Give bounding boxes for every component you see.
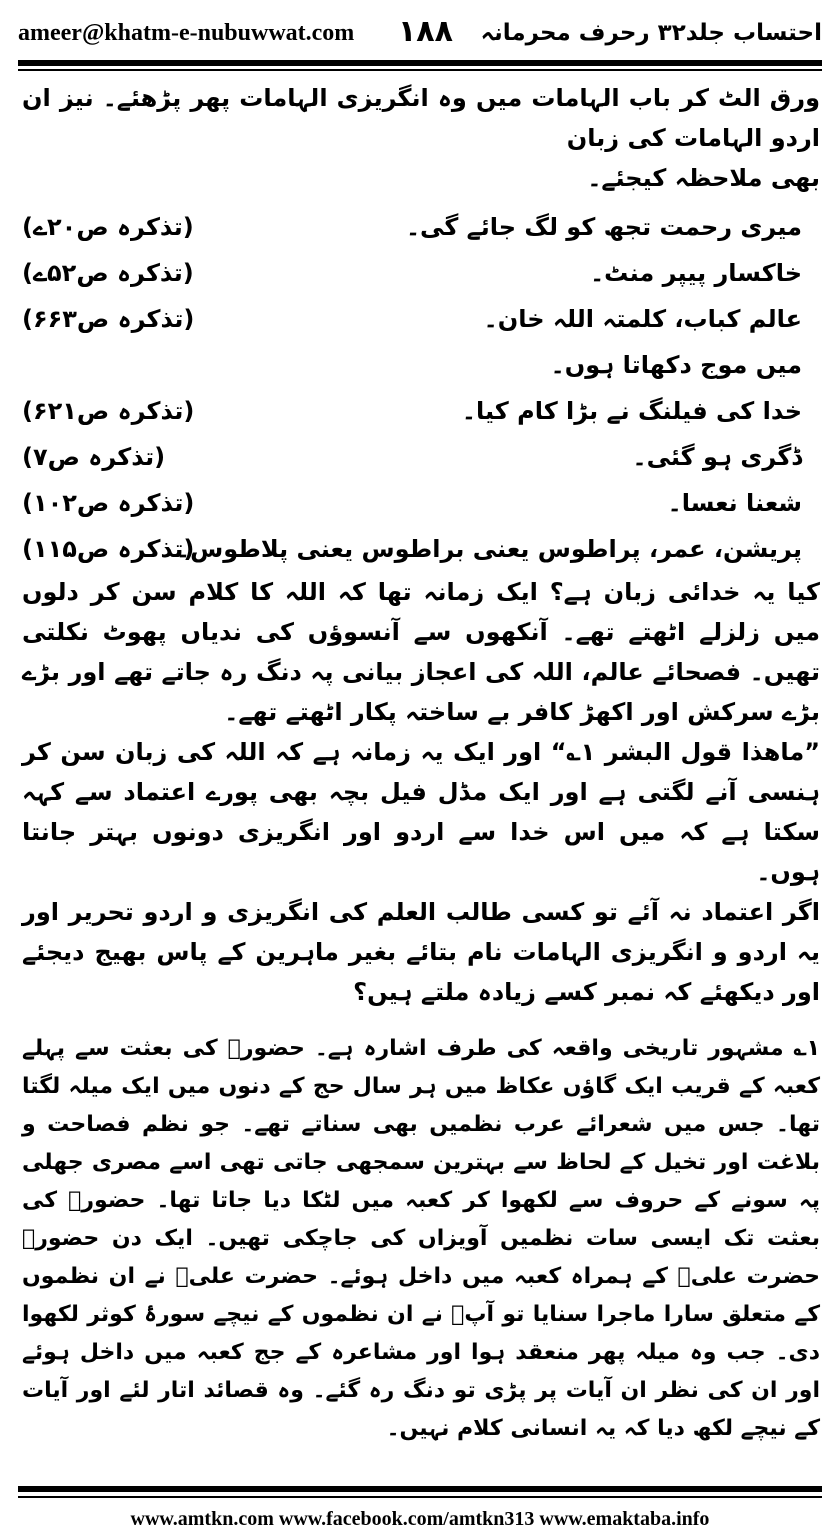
header-rule-thick: [18, 60, 822, 66]
body-paragraph: کیا یہ خدائی زبان ہے؟ ایک زمانہ تھا کہ اللہ کا کلام سن کر دلوں میں زلزلے اٹھتے تھے۔ آنکھوں سے آنسوؤں کی ندیاں پھوٹ نکلتی تھیں۔ فصحائے عالم، اللہ کی اعجاز بیانی پہ دنگ رہ جاتے تھے اور بڑے بڑے سرکش اور اکھڑ کافر بے ساختہ پکار اٹھتے تھے۔: [22, 578, 820, 726]
header-email[interactable]: ameer@khatm-e-nubuwwat.com: [18, 20, 355, 46]
footer-rule-thin: [18, 1496, 822, 1498]
body-paragraph: اگر اعتماد نہ آئے تو کسی طالب العلم کی انگریزی و اردو تحریر اور یہ اردو و انگریزی الہامات نام بتائے بغیر ماہرین کے پاس بھیج دیجئے اور دیکھئے کہ نمبر کسے زیادہ ملتے ہیں؟: [22, 898, 820, 1006]
revelation-row: [22, 526, 820, 572]
revelation-ref: (تذکرہ ص۲۰ے): [22, 213, 194, 241]
page-number: ١٨٨: [398, 14, 453, 49]
footer-links[interactable]: www.amtkn.com www.facebook.com/amtkn313 www.emaktaba.info: [130, 1508, 710, 1530]
intro-line: ورق الٹ کر باب الہامات میں وہ انگریزی الہامات پھر پڑھئے۔ نیز ان اردو الہامات کی زبان: [22, 84, 820, 152]
footer-rule-thick: [18, 1486, 822, 1492]
header-rule-thin: [18, 69, 822, 71]
revelation-ref: (تذکرہ ص۱۱۵): [22, 535, 195, 563]
revelation-row: [22, 342, 820, 388]
revelation-ref: (تذکرہ ص۶۶۳): [22, 305, 195, 333]
revelation-ref: (تذکرہ ص۵۲ے): [22, 259, 194, 287]
revelation-text: میری رحمت تجھ کو لگ جائے گی۔: [405, 213, 802, 241]
revelation-row: [22, 388, 820, 434]
revelation-text: خاکسار پیپر منٹ۔: [590, 259, 802, 287]
revelation-row: [22, 204, 820, 250]
footnote: ۱؎ مشہور تاریخی واقعہ کی طرف اشارہ ہے۔ حضورﷺ کی بعثت سے پہلے کعبہ کے قریب ایک گاؤں عکاظ میں ہر سال حج کے دنوں میں ایک میلہ لگتا تھا۔ جس میں شعرائے عرب نظمیں بھی سناتے تھے۔ جو نظم فصاحت و بلاغت اور تخیل کے لحاظ سے بہترین سمجھی جاتی تھی اسے مصری جھلی پہ سونے کے حروف سے لکھوا کر کعبہ میں لٹکا دیا جاتا تھا۔ حضورﷺ کی بعثت تک ایسی سات نظمیں آویزاں کی جاچکی تھیں۔ ایک دن حضورﷺ حضرت علیؓ کے ہمراہ کعبہ میں داخل ہوئے۔ حضرت علیؓ نے ان نظموں کے متعلق سارا ماجرا سنایا تو آپؐ نے ان نظموں کے نیچے سورۂ کوثر لکھوا دی۔ جب وہ میلہ پھر منعقد ہوا اور مشاعرہ کے جج کعبہ میں داخل ہوئے اور ان کی نظر ان آیات پر پڑی تو دنگ رہ گئے۔ وہ قصائد اتار لئے اور آیات کے نیچے لکھ دیا کہ یہ انسانی کلام نہیں۔: [22, 1036, 820, 1441]
revelation-ref: (تذکرہ ص۶۲۱): [22, 397, 195, 425]
revelation-row: [22, 434, 820, 480]
revelation-text: میں موج دکھاتا ہوں۔: [550, 351, 802, 379]
revelation-text: ڈگری ہو گئی۔: [632, 443, 802, 471]
revelation-row: [22, 250, 820, 296]
intro-paragraph: [22, 78, 820, 198]
page-header: [18, 14, 822, 54]
revelation-text: عالم کباب، کلمتہ اللہ خان۔: [483, 305, 802, 333]
revelation-ref: (تذکرہ ص۱۰۲): [22, 489, 195, 517]
revelation-row: [22, 296, 820, 342]
revelation-text: پریشن، عمر، پراطوس یعنی براطوس یعنی پلاطوس۔: [176, 535, 802, 563]
revelation-row: [22, 480, 820, 526]
revelation-text: شعنا نعسا۔: [667, 489, 802, 517]
running-title: احتساب جلد۳۲ رحرف محرمانہ: [480, 20, 822, 46]
revelation-text: خدا کی فیلنگ نے بڑا کام کیا۔: [461, 397, 802, 425]
intro-line: بھی ملاحظہ کیجئے۔: [587, 164, 820, 192]
body-paragraph: ”ماھذا قول البشر ۱؎“ اور ایک یہ زمانہ ہے کہ اللہ کی زبان سن کر ہنسی آنے لگتی ہے اور ایک مڈل فیل بچہ بھی پورے اعتماد سے کہہ سکتا ہے کہ میں اس خدا سے اردو اور انگریزی دونوں بہتر جانتا ہوں۔: [22, 738, 820, 886]
main-text: [22, 78, 820, 1448]
revelation-ref: (تذکرہ ص۷): [22, 443, 166, 471]
